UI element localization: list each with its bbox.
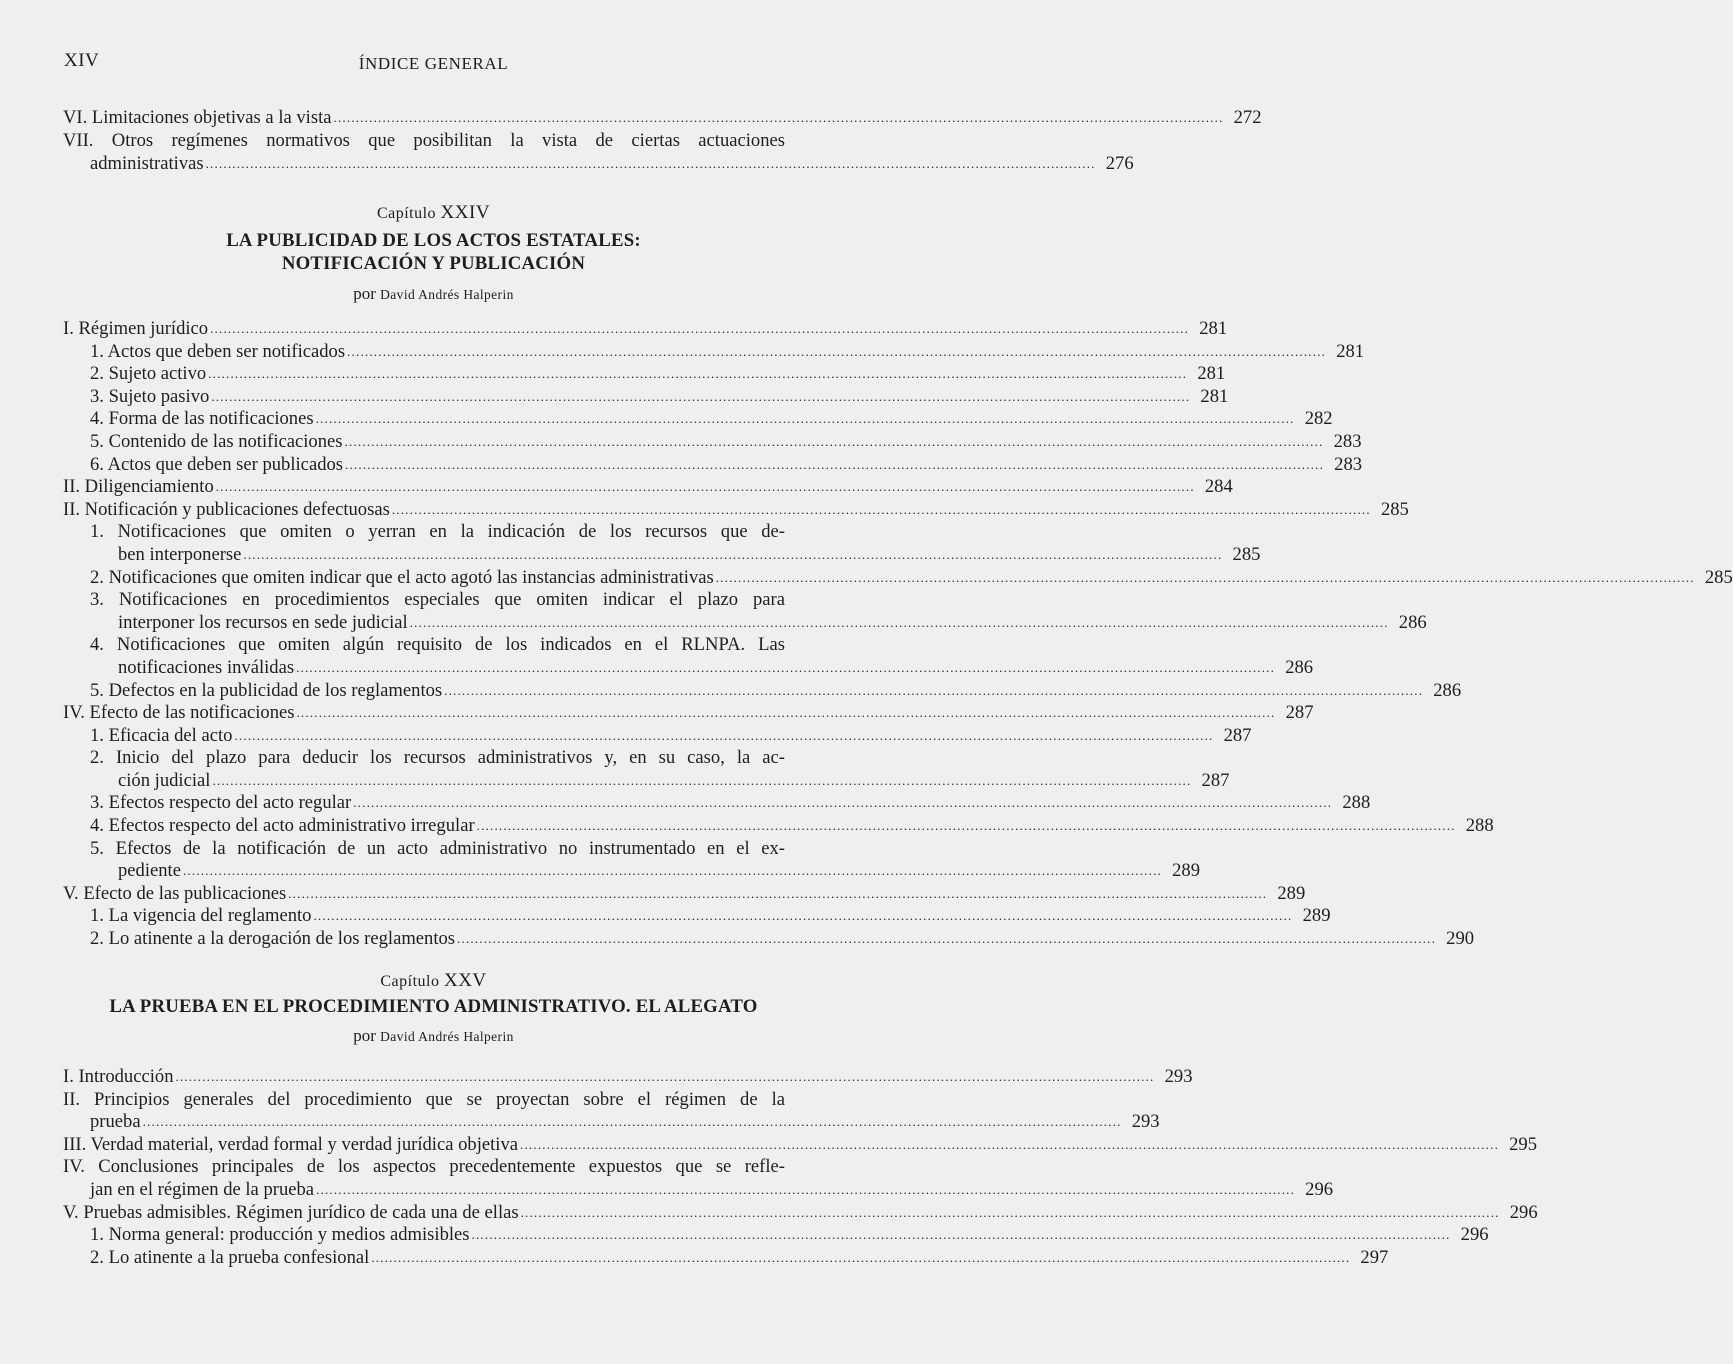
text: interponer los recursos en sede judicial <box>118 611 408 633</box>
text: 2. Lo atinente a la derogación de los reglamentos <box>90 928 456 950</box>
text: 1. La vigencia del reglamento <box>90 905 312 927</box>
dot-leader: ............................................................................................................................................................................................................................ <box>344 433 1324 449</box>
toc-page-number: 288 <box>1465 815 1494 837</box>
text: 4. Notificaciones que omiten algún requisito de los indicados en el RLNPA. Las <box>90 634 785 656</box>
toc-entry <box>63 747 1230 792</box>
dot-leader: ............................................................................................................................................................................................................................ <box>347 343 1327 359</box>
toc-page-number: 284 <box>1204 476 1233 498</box>
toc-entry <box>63 498 1409 522</box>
text: David Andrés Halperin <box>380 1029 514 1044</box>
text: 4. Efectos respecto del acto administrativo irregular <box>90 815 475 837</box>
dot-leader: ............................................................................................................................................................................................................................ <box>215 479 1195 495</box>
dot-leader: ............................................................................................................................................................................................................................ <box>212 772 1192 788</box>
dot-leader: ............................................................................................................................................................................................................................ <box>345 456 1325 472</box>
toc-page-number: 289 <box>1302 905 1331 927</box>
toc-entry <box>63 363 1226 386</box>
toc-entry <box>63 340 1365 364</box>
toc-page-number: 285 <box>1232 543 1261 565</box>
toc-list <box>63 1066 1538 1269</box>
toc-entry <box>63 815 1494 838</box>
toc-page-number: 281 <box>1200 385 1229 407</box>
dot-leader: ............................................................................................................................................................................................................................ <box>175 1069 1155 1084</box>
toc-entry <box>63 385 1229 409</box>
toc-entry <box>63 905 1331 928</box>
text: 2. Notificaciones que omiten indicar que el acto agotó las instancias administrativas <box>90 566 714 588</box>
text: 5. Contenido de las notificaciones <box>90 430 343 452</box>
toc-entry <box>63 430 1362 454</box>
text: 2. Inicio del plazo para deducir los recursos administrativos y, en su caso, la ac- <box>90 747 785 769</box>
dot-leader: ............................................................................................................................................................................................................................ <box>316 1181 1296 1197</box>
toc-page-number: 287 <box>1285 702 1314 724</box>
dot-leader: ............................................................................................................................................................................................................................ <box>353 795 1333 811</box>
dot-leader: ............................................................................................................................................................................................................................ <box>409 614 1389 630</box>
toc-entry <box>63 1066 1193 1089</box>
chapter-label <box>0 970 867 992</box>
dot-leader: ............................................................................................................................................................................................................................ <box>391 501 1371 517</box>
text: II. Notificación y publicaciones defectuosas <box>63 498 390 520</box>
toc-entry <box>63 724 1252 748</box>
text: David Andrés Halperin <box>380 287 514 302</box>
text: Capítulo <box>376 205 437 222</box>
toc-entry <box>63 1246 1389 1270</box>
text: LA PUBLICIDAD DE LOS ACTOS ESTATALES: <box>226 230 641 251</box>
toc-entry <box>63 882 1306 906</box>
toc-page-number: 295 <box>1509 1133 1538 1155</box>
dot-leader: ............................................................................................................................................................................................................................ <box>211 388 1191 404</box>
toc-entry <box>63 928 1475 951</box>
text: II. Diligenciamiento <box>63 476 214 498</box>
text: ción judicial <box>118 769 211 791</box>
toc-page-number: 289 <box>1172 860 1200 882</box>
toc-page-number: 289 <box>1277 882 1306 904</box>
text: jan en el régimen de la prueba <box>90 1178 315 1200</box>
dot-leader: ............................................................................................................................................................................................................................ <box>313 908 1293 924</box>
text: Capítulo <box>380 973 440 990</box>
dot-leader: ............................................................................................................................................................................................................................ <box>210 321 1190 336</box>
text: 1. Notificaciones que omiten o yerran en la indicación de los recursos que de- <box>90 521 785 543</box>
dot-leader: ............................................................................................................................................................................................................................ <box>296 659 1276 675</box>
toc-entry <box>63 453 1363 477</box>
toc-page-number: 293 <box>1131 1111 1160 1133</box>
chapter-author <box>0 284 867 304</box>
toc-page-number: 287 <box>1201 769 1230 791</box>
text: II. Principios generales del procedimiento que se proyectan sobre el régimen de la <box>63 1088 785 1110</box>
toc-page-number: 296 <box>1460 1224 1489 1246</box>
text: 5. Defectos en la publicidad de los reglamentos <box>90 679 443 701</box>
toc-page-number: 282 <box>1304 408 1333 430</box>
toc-entry <box>63 634 1314 679</box>
toc-page-number: 290 <box>1446 928 1475 950</box>
toc-page-number: 283 <box>1333 430 1362 452</box>
text: 6. Actos que deben ser publicados <box>90 453 344 475</box>
text: 3. Sujeto pasivo <box>90 385 210 407</box>
text: IV. Efecto de las notificaciones <box>63 702 295 724</box>
text: por <box>353 284 376 303</box>
toc-page-number: 288 <box>1342 792 1371 814</box>
dot-leader: ............................................................................................................................................................................................................................ <box>208 366 1188 382</box>
dot-leader: ............................................................................................................................................................................................................................ <box>520 1204 1500 1220</box>
text: 1. Eficacia del acto <box>90 724 233 746</box>
toc-page-number: 286 <box>1433 679 1462 701</box>
text: 2. Sujeto activo <box>90 363 207 385</box>
text: 276 <box>1105 152 1134 174</box>
text: notificaciones inválidas <box>118 656 295 678</box>
text: I. Régimen jurídico <box>63 318 209 339</box>
toc-page-number: 281 <box>1197 363 1226 385</box>
toc-page-number: 296 <box>1305 1178 1334 1200</box>
toc-entry <box>63 566 1733 590</box>
dot-leader: ............................................................................................................................................................................................................................ <box>371 1249 1351 1265</box>
text: 5. Efectos de la notificación de un acto administrativo no instrumentado en el ex- <box>90 837 785 859</box>
dot-leader: ............................................................................................................................................................................................................................ <box>182 863 1162 879</box>
dot-leader: ............................................................................................................................................................................................................................ <box>444 682 1424 698</box>
toc-page-number: 297 <box>1360 1246 1389 1268</box>
text: V. Pruebas admisibles. Régimen jurídico de cada una de ellas <box>63 1201 519 1223</box>
text: 272 <box>1233 107 1262 128</box>
toc-page-number: 281 <box>1336 340 1365 362</box>
text: administrativas <box>90 152 204 174</box>
text: pediente <box>118 860 181 882</box>
dot-leader: ............................................................................................................................................................................................................................ <box>296 705 1276 721</box>
chapter-title <box>0 996 867 1019</box>
toc-entry <box>63 1133 1538 1157</box>
text: I. Introducción <box>63 1066 174 1087</box>
dot-leader: ............................................................................................................................................................................................................................ <box>142 1114 1122 1130</box>
toc-entry <box>63 408 1333 431</box>
toc-entry <box>63 521 1261 566</box>
toc-entry <box>63 1088 1160 1134</box>
toc-entry: VII. Otros regímenes normativos que posibilitan la vista de ciertas actuaciones administrativas ........................................................................................................................................................................................................ 276 <box>63 130 1134 174</box>
text: 4. Forma de las notificaciones <box>90 408 314 430</box>
dot-leader: ............................................................................................................................................................................................................................ <box>288 885 1268 901</box>
toc-entry <box>63 1201 1538 1225</box>
toc-entry <box>63 679 1462 703</box>
toc-page-number: 281 <box>1199 318 1228 339</box>
running-title: ÍNDICE GENERAL <box>358 54 509 73</box>
text: ben interponerse <box>118 543 242 565</box>
toc-page-number: 287 <box>1223 724 1252 746</box>
toc-entry <box>63 792 1371 815</box>
text: IV. Conclusiones principales de los aspectos precedentemente expuestos que se refle- <box>63 1156 785 1178</box>
chapter-title <box>0 230 867 275</box>
dot-leader: ............................................................................................................................................................................................................................ <box>471 1227 1451 1243</box>
toc-entry <box>63 702 1314 725</box>
text: NOTIFICACIÓN Y PUBLICACIÓN <box>281 252 586 274</box>
chapter-author <box>0 1026 867 1046</box>
toc-page-number: 283 <box>1334 453 1363 475</box>
text: prueba <box>90 1111 141 1133</box>
toc-entry <box>63 589 1427 634</box>
toc-page-number: 286 <box>1398 611 1427 633</box>
text: por <box>353 1026 376 1045</box>
toc-page-number: 285 <box>1380 498 1409 520</box>
toc-entry <box>63 476 1233 499</box>
toc-entry: VI. Limitaciones objetivas a la vista ........................................................................................................................................................................................................ 272 <box>63 107 1262 128</box>
text: 3. Notificaciones en procedimientos especiales que omiten indicar el plazo para <box>90 589 785 611</box>
text: XXV <box>443 970 487 991</box>
text: VI. Limitaciones objetivas a la vista <box>63 107 332 128</box>
dot-leader: ............................................................................................................................................................................................................................ <box>715 569 1695 585</box>
toc-entry <box>63 837 1200 883</box>
text: 2. Lo atinente a la prueba confesional <box>90 1246 370 1268</box>
text: III. Verdad material, verdad formal y verdad jurídica objetiva <box>63 1133 519 1155</box>
toc-entry <box>63 318 1228 341</box>
toc-list <box>63 318 1733 951</box>
text: 1. Actos que deben ser notificados <box>90 340 346 362</box>
text: XXIV <box>440 202 491 223</box>
text: V. Efecto de las publicaciones <box>63 882 287 904</box>
toc-entry <box>63 1224 1489 1247</box>
toc-entry <box>63 1156 1334 1201</box>
page-number: XIV <box>64 50 100 71</box>
text: 3. Efectos respecto del acto regular <box>90 792 352 814</box>
chapter-label <box>0 202 867 224</box>
dot-leader: ............................................................................................................................................................................................................................ <box>243 546 1223 562</box>
dot-leader: ............................................................................................................................................................................................................................ <box>315 411 1295 427</box>
dot-leader: ............................................................................................................................................................................................................................ <box>457 931 1437 947</box>
dot-leader: ............................................................................................................................................................................................................................ <box>476 818 1456 834</box>
dot-leader: ............................................................................................................................................................................................................................ <box>234 727 1214 743</box>
text: LA PRUEBA EN EL PROCEDIMIENTO ADMINISTRATIVO. EL ALEGATO <box>109 996 758 1017</box>
toc-page-number: 285 <box>1704 566 1733 588</box>
toc-page-number: 296 <box>1509 1201 1538 1223</box>
text: VII. Otros regímenes normativos que posibilitan la vista de ciertas actuaciones <box>63 130 785 151</box>
text: 1. Norma general: producción y medios admisibles <box>90 1224 470 1246</box>
toc-page-number: 286 <box>1285 656 1314 678</box>
dot-leader: ............................................................................................................................................................................................................................ <box>520 1136 1500 1152</box>
toc-page-number: 293 <box>1164 1066 1193 1087</box>
